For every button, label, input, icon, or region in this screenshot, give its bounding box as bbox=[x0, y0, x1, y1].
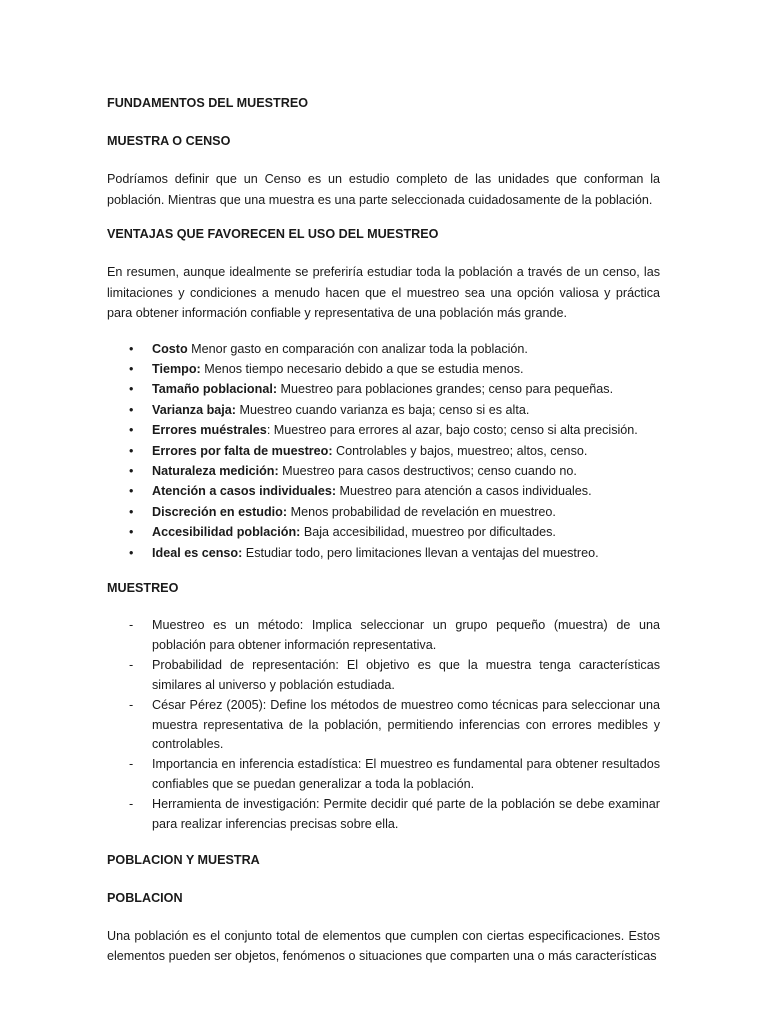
dash-icon: - bbox=[129, 797, 134, 812]
bullet-icon: • bbox=[129, 463, 134, 478]
bullet-icon: • bbox=[129, 545, 134, 560]
bullet-item bbox=[107, 481, 660, 501]
bullet-text: Muestreo para atención a casos individuales. bbox=[336, 484, 592, 499]
bullet-item bbox=[107, 400, 660, 420]
bullet-text: Baja accesibilidad, muestreo por dificultades. bbox=[300, 525, 556, 540]
bullet-icon: • bbox=[129, 484, 134, 499]
bullet-item bbox=[107, 339, 660, 359]
bullet-item bbox=[107, 359, 660, 379]
bullet-term: Discreción en estudio: bbox=[152, 504, 288, 519]
dash-item bbox=[107, 696, 660, 756]
bullet-icon: • bbox=[129, 341, 134, 356]
bullet-item bbox=[107, 543, 660, 563]
ventajas-bullet-list bbox=[107, 339, 660, 563]
dash-item-text: César Pérez (2005): Define los métodos de muestreo como técnicas para seleccionar una muestra representativa de la población, permitiendo inferencias con errores medibles y controlables. bbox=[152, 697, 660, 752]
bullet-term: Tiempo: bbox=[152, 361, 201, 376]
bullet-text: Menor gasto en comparación con analizar toda la población. bbox=[187, 341, 528, 356]
bullet-text: Menos tiempo necesario debido a que se estudia menos. bbox=[200, 361, 524, 376]
bullet-item bbox=[107, 379, 660, 399]
paragraph-ventajas: En resumen, aunque idealmente se preferiría estudiar toda la población a través de un censo, las limitaciones y condiciones a menudo hacen que el muestreo sea una opción valiosa y práctica para obtener información confiable y representativa de una población más grande. bbox=[107, 265, 660, 320]
dash-icon: - bbox=[129, 617, 134, 632]
bullet-item bbox=[107, 522, 660, 542]
bullet-term: Costo bbox=[152, 341, 188, 356]
bullet-icon: • bbox=[129, 525, 134, 540]
bullet-icon: • bbox=[129, 382, 134, 397]
dash-item-text: Herramienta de investigación: Permite decidir qué parte de la población se debe examinar para realizar inferencias precisas sobre ella. bbox=[152, 797, 660, 832]
bullet-text: Muestreo cuando varianza es baja; censo si es alta. bbox=[236, 402, 530, 417]
dash-item-text: Probabilidad de representación: El objetivo es que la muestra tenga características similares al universo y población estudiada. bbox=[152, 657, 660, 692]
bullet-item bbox=[107, 420, 660, 440]
bullet-term: Varianza baja: bbox=[152, 402, 236, 417]
document-title: FUNDAMENTOS DEL MUESTREO bbox=[107, 96, 309, 110]
bullet-icon: • bbox=[129, 443, 134, 458]
muestreo-dash-list bbox=[107, 616, 660, 835]
bullet-term: Naturaleza medición: bbox=[152, 463, 279, 478]
bullet-term: Accesibilidad población: bbox=[152, 525, 301, 540]
bullet-term: Atención a casos individuales: bbox=[152, 484, 337, 499]
dash-item bbox=[107, 755, 660, 795]
dash-icon: - bbox=[129, 657, 134, 672]
bullet-text: Muestreo para casos destructivos; censo cuando no. bbox=[278, 463, 577, 478]
bullet-icon: • bbox=[129, 423, 134, 438]
dash-item-text: Importancia en inferencia estadística: El muestreo es fundamental para obtener resultados confiables que se puedan generalizar a toda la población. bbox=[152, 757, 660, 792]
bullet-term: Tamaño poblacional: bbox=[152, 382, 278, 397]
bullet-item bbox=[107, 441, 660, 461]
dash-icon: - bbox=[129, 697, 134, 712]
bullet-icon: • bbox=[129, 361, 134, 376]
dash-item bbox=[107, 656, 660, 696]
dash-icon: - bbox=[129, 757, 134, 772]
section-heading-muestreo: MUESTREO bbox=[107, 580, 179, 595]
bullet-text: Controlables y bajos, muestreo; altos, censo. bbox=[332, 443, 588, 458]
section-heading-poblacion: POBLACION bbox=[107, 890, 183, 905]
section-heading-muestra-o-censo: MUESTRA O CENSO bbox=[107, 134, 231, 148]
section-heading-ventajas: VENTAJAS QUE FAVORECEN EL USO DEL MUESTREO bbox=[107, 227, 439, 241]
bullet-text: Menos probabilidad de revelación en muestreo. bbox=[287, 504, 556, 519]
dash-item-text: Muestreo es un método: Implica seleccionar un grupo pequeño (muestra) de una población para obtener información representativa. bbox=[152, 617, 660, 652]
bullet-term: Errores muéstrales bbox=[152, 423, 267, 438]
bullet-item bbox=[107, 502, 660, 522]
bullet-text: : Muestreo para errores al azar, bajo costo; censo si alta precisión. bbox=[266, 423, 638, 438]
section-heading-poblacion-y-muestra: POBLACION Y MUESTRA bbox=[107, 852, 260, 867]
bullet-icon: • bbox=[129, 402, 134, 417]
bullet-term: Errores por falta de muestreo: bbox=[152, 443, 333, 458]
bullet-text: Estudiar todo, pero limitaciones llevan a ventajas del muestreo. bbox=[242, 545, 599, 560]
bullet-text: Muestreo para poblaciones grandes; censo para pequeñas. bbox=[277, 382, 614, 397]
bullet-item bbox=[107, 461, 660, 481]
paragraph-muestra-o-censo: Podríamos definir que un Censo es un estudio completo de las unidades que conforman la población. Mientras que una muestra es una parte seleccionada cuidadosamente de la población. bbox=[107, 172, 660, 207]
dash-item bbox=[107, 795, 660, 835]
dash-item bbox=[107, 616, 660, 656]
bullet-icon: • bbox=[129, 504, 134, 519]
bullet-term: Ideal es censo: bbox=[152, 545, 243, 560]
paragraph-poblacion: Una población es el conjunto total de elementos que cumplen con ciertas especificaciones. Estos elementos pueden ser objetos, fenómenos o situaciones que comparten una o más características bbox=[107, 928, 660, 964]
